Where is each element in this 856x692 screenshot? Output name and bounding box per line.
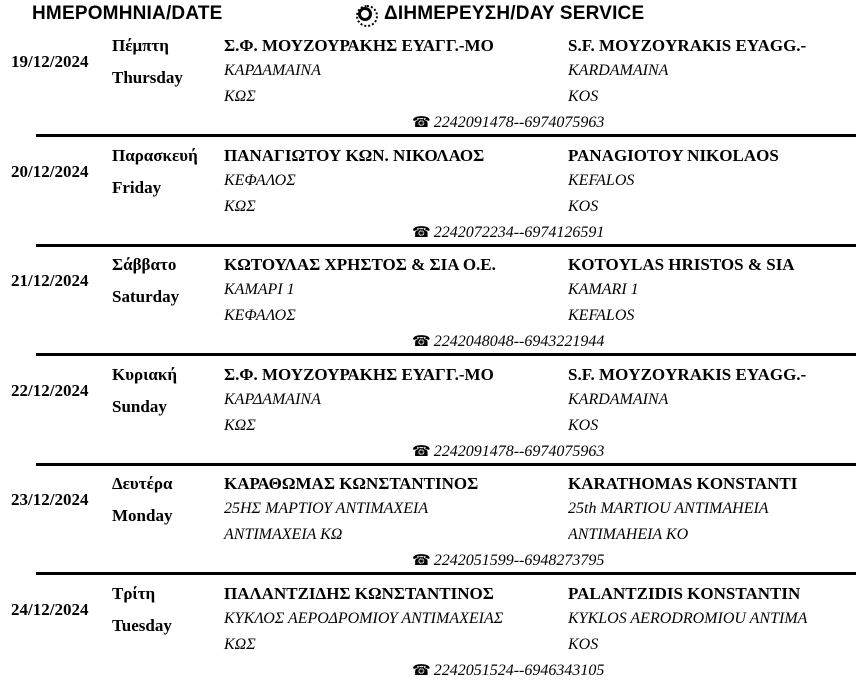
- address-greek-line1: ΚΑΡΔΑΜΑΙΝΑ: [224, 62, 321, 79]
- entry-day-greek: Παρασκευή: [112, 145, 198, 165]
- address-greek-line2: ΑΝΤΙΜΑΧΕΙΑ ΚΩ: [224, 526, 343, 543]
- entry-day-english: Sunday: [112, 396, 167, 416]
- address-english-line2: KOS: [568, 635, 599, 653]
- address-english-line2: KEFALOS: [568, 307, 635, 324]
- date-column-header: ΗΜΕΡΟΜΗΝΙΑ/DATE: [32, 3, 223, 24]
- entry-date: 24/12/2024: [11, 599, 89, 619]
- row-divider: [36, 463, 856, 466]
- pharmacy-name-english: KARATHOMAS KONSTANTI: [568, 474, 798, 493]
- schedule-entry: [0, 36, 856, 144]
- entry-day-greek: Σάββατο: [112, 255, 177, 274]
- phone-text: 2242051524--6946343105: [433, 661, 605, 679]
- service-label: ΔΙΗΜΕΡΕΥΣΗ/DAY SERVICE: [384, 3, 645, 24]
- phone-text: 2242048048--6943221944: [433, 333, 605, 350]
- phone-numbers: [412, 332, 604, 351]
- row-divider: [36, 353, 856, 356]
- phone-numbers: [412, 442, 604, 461]
- address-greek-line1: 25ΗΣ ΜΑΡΤΙΟΥ ΑΝΤΙΜΑΧΕΙΑ: [224, 500, 429, 517]
- schedule-entry: [0, 474, 856, 582]
- phone-text: 2242091478--6974075963: [433, 442, 605, 460]
- entry-date: 21/12/2024: [11, 271, 89, 290]
- address-english-line2: KOS: [568, 416, 599, 434]
- pharmacy-name-english: PALANTZIDIS KONSTANTIN: [568, 583, 801, 603]
- address-english-line2: KOS: [568, 197, 599, 215]
- phone-icon: ☎: [412, 334, 431, 350]
- address-greek-line2: ΚΩΣ: [224, 416, 256, 434]
- service-column-header: [358, 3, 644, 25]
- pharmacy-name-greek: Σ.Φ. ΜΟΥΖΟΥΡΑΚΗΣ ΕΥΑΓΓ.-ΜΟ: [224, 36, 494, 55]
- entry-day-greek: Κυριακή: [112, 364, 177, 384]
- pharmacy-name-english: KOTOYLAS HRISTOS & SIA: [568, 255, 795, 274]
- phone-numbers: [412, 113, 604, 132]
- schedule-entry: [0, 584, 856, 692]
- phone-numbers: [412, 661, 604, 680]
- entry-day-english: Saturday: [112, 287, 180, 306]
- address-english-line1: 25th MARTIOU ANTIMAHEIA: [568, 500, 769, 517]
- phone-numbers: [412, 551, 604, 570]
- entry-day-english: Monday: [112, 506, 173, 525]
- pharmacy-name-english: S.F. MOYZOYRAKIS EYAGG.-: [568, 36, 807, 55]
- table-header: [0, 0, 856, 28]
- entry-day-greek: Πέμπτη: [112, 36, 169, 55]
- address-greek-line2: ΚΩΣ: [224, 197, 256, 215]
- pharmacy-name-greek: ΠΑΝΑΓΙΩΤΟΥ ΚΩΝ. ΝΙΚΟΛΑΟΣ: [224, 145, 485, 165]
- phone-icon: ☎: [412, 662, 431, 679]
- row-divider: [36, 134, 856, 137]
- address-greek-line1: ΚΥΚΛΟΣ ΑΕΡΟΔΡΟΜΙΟΥ ΑΝΤΙΜΑΧΕΙΑΣ: [224, 609, 504, 627]
- entry-day-greek: Τρίτη: [112, 583, 156, 603]
- address-greek-line2: ΚΩΣ: [224, 635, 256, 653]
- phone-text: 2242072234--6974126591: [433, 223, 605, 241]
- row-divider: [36, 244, 856, 247]
- phone-text: 2242091478--6974075963: [433, 114, 605, 131]
- address-english-line1: KARDAMAINA: [568, 390, 669, 408]
- address-english-line1: KYKLOS AERODROMIOU ANTIMA: [568, 609, 808, 627]
- entry-date: 20/12/2024: [11, 161, 89, 181]
- schedule-entry: [0, 255, 856, 363]
- address-english-line1: KARDAMAINA: [568, 62, 669, 79]
- phone-numbers: [412, 223, 604, 242]
- schedule-entry: [0, 365, 856, 473]
- address-english-line1: KEFALOS: [568, 171, 635, 189]
- entry-day-english: Tuesday: [112, 615, 172, 635]
- entry-day-english: Friday: [112, 177, 162, 197]
- address-greek-line1: ΚΑΡΔΑΜΑΙΝΑ: [224, 390, 321, 408]
- address-greek-line1: ΚΕΦΑΛΟΣ: [224, 171, 296, 189]
- phone-icon: ☎: [412, 443, 431, 460]
- pharmacy-name-greek: ΚΑΡΑΘΩΜΑΣ ΚΩΝΣΤΑΝΤΙΝΟΣ: [224, 474, 479, 493]
- entry-date: 23/12/2024: [11, 490, 89, 509]
- address-english-line2: ANTIMAHEIA KO: [568, 526, 689, 543]
- address-english-line2: KOS: [568, 88, 599, 105]
- phone-icon: ☎: [412, 553, 431, 569]
- entry-date: 22/12/2024: [11, 380, 89, 400]
- entry-day-english: Thursday: [112, 68, 183, 87]
- schedule-entry: [0, 146, 856, 254]
- pharmacy-name-english: PANAGIOTOY NIKOLAOS: [568, 145, 779, 165]
- entry-day-greek: Δευτέρα: [112, 474, 173, 493]
- address-greek-line2: ΚΩΣ: [224, 88, 256, 105]
- pharmacy-name-greek: Σ.Φ. ΜΟΥΖΟΥΡΑΚΗΣ ΕΥΑΓΓ.-ΜΟ: [224, 364, 494, 384]
- address-greek-line1: ΚΑΜΑΡΙ 1: [224, 281, 295, 298]
- phone-icon: ☎: [412, 224, 431, 241]
- sun-icon: [358, 7, 372, 21]
- phone-icon: ☎: [412, 115, 431, 131]
- pharmacy-name-english: S.F. MOYZOYRAKIS EYAGG.-: [568, 364, 807, 384]
- pharmacy-name-greek: ΚΩΤΟΥΛΑΣ ΧΡΗΣΤΟΣ & ΣΙΑ Ο.Ε.: [224, 255, 496, 274]
- entry-date: 19/12/2024: [11, 52, 89, 71]
- address-english-line1: KAMARI 1: [568, 281, 639, 298]
- address-greek-line2: ΚΕΦΑΛΟΣ: [224, 307, 296, 324]
- row-divider: [36, 572, 856, 575]
- pharmacy-name-greek: ΠΑΛΑΝΤΖΙΔΗΣ ΚΩΝΣΤΑΝΤΙΝΟΣ: [224, 583, 494, 603]
- phone-text: 2242051599--6948273795: [433, 552, 605, 569]
